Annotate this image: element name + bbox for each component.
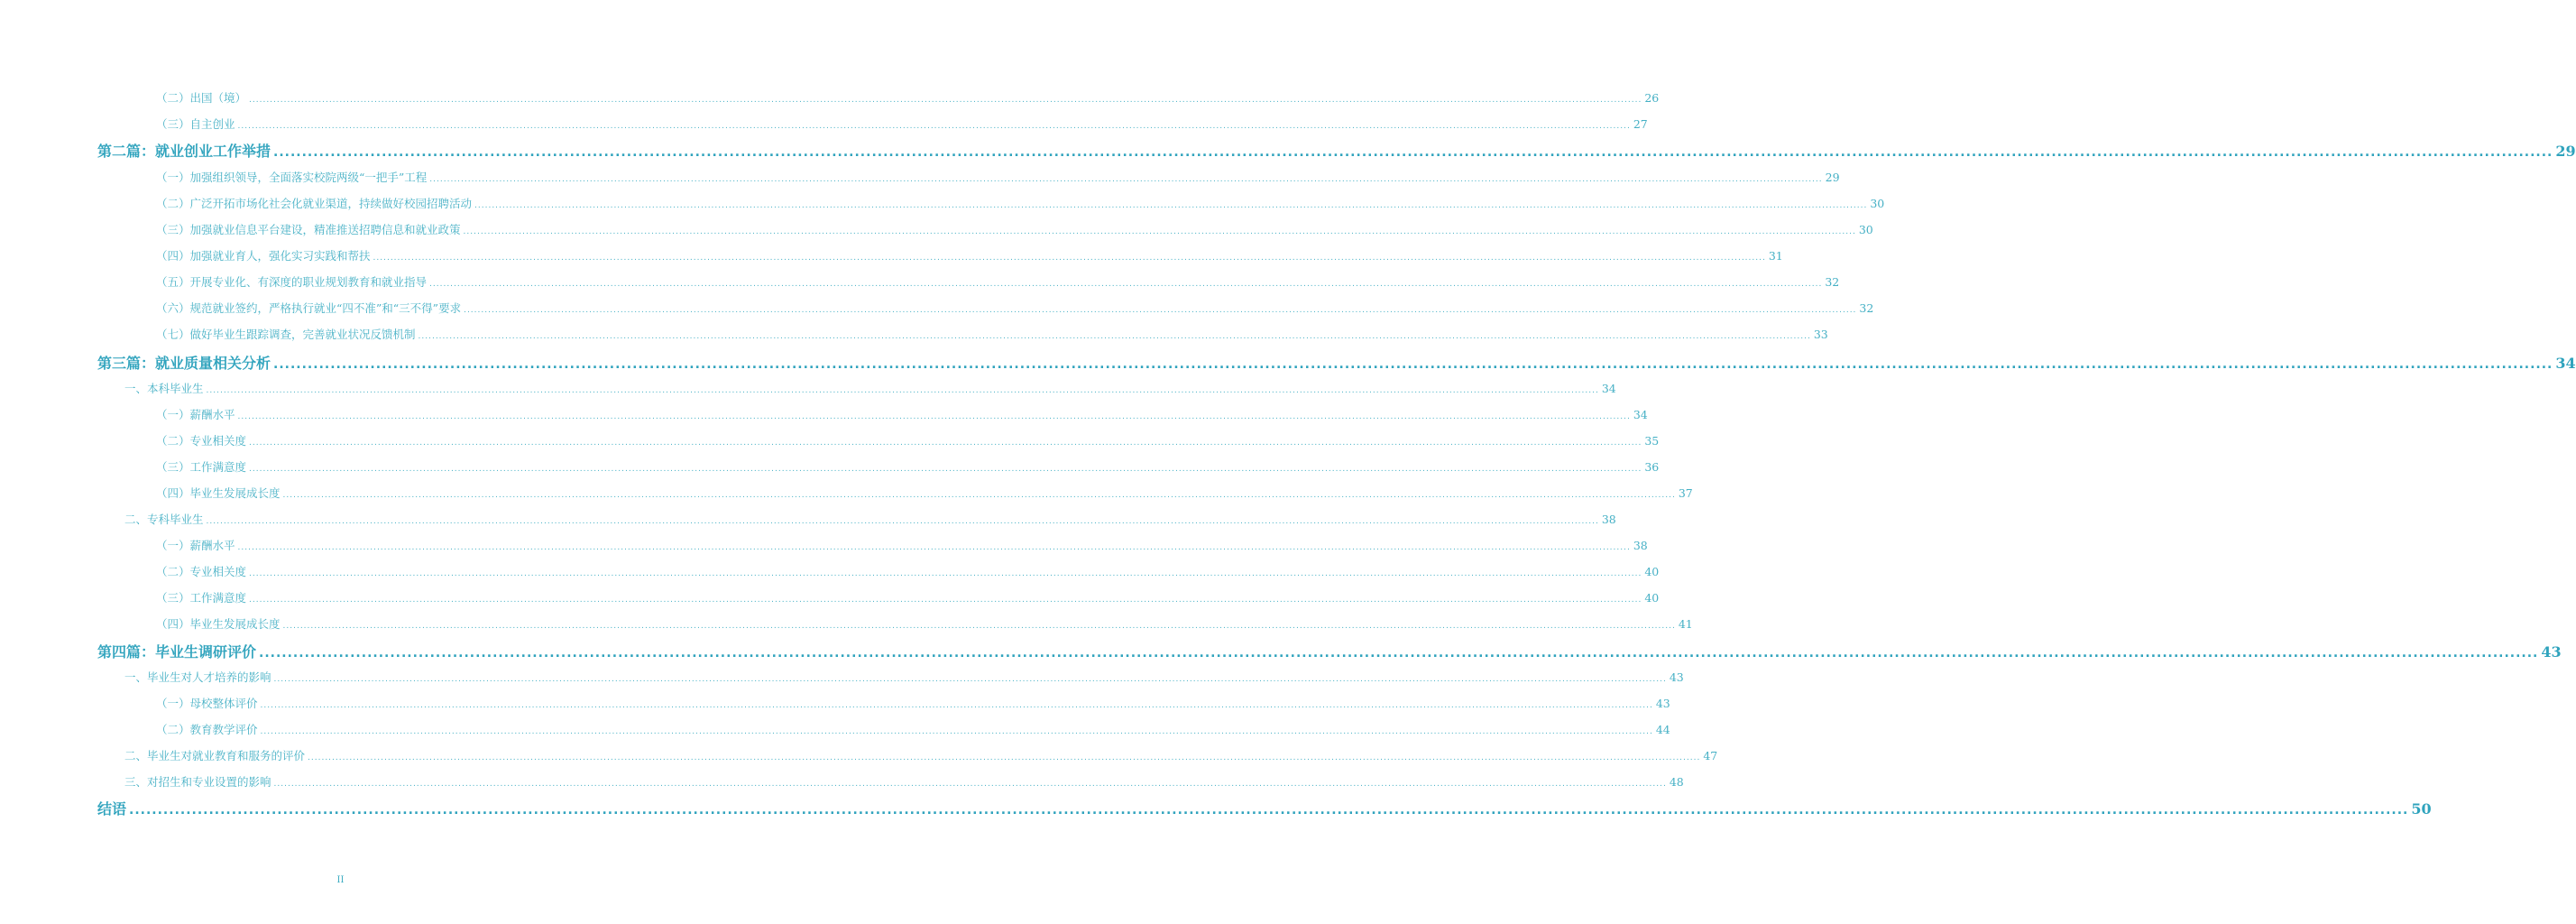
toc-entry-title: （二）专业相关度 xyxy=(156,565,247,578)
toc-entry[interactable] xyxy=(156,247,1783,267)
toc-dot-leader: ................................................................................................................................................................................................................................................................................................................................................................................................................ xyxy=(249,439,1642,448)
toc-entry-title: （三）工作满意度 xyxy=(156,460,247,474)
toc-entry-title: 结语 xyxy=(97,800,127,818)
toc-entry[interactable] xyxy=(156,485,1693,504)
toc-entry[interactable] xyxy=(156,589,1660,609)
toc-page-number: 40 xyxy=(1644,565,1660,578)
toc-dot-leader: ................................................................................................................................................................................................................................................................................................................................................................................................................ xyxy=(206,517,1599,526)
toc-chapter-entry[interactable] xyxy=(97,352,2576,372)
toc-page-number: 36 xyxy=(1644,460,1660,474)
toc-entry[interactable] xyxy=(156,695,1670,715)
toc-dot-leader: ................................................................................................................................................................................................................................................................................................................................................................................................................ xyxy=(282,622,1676,631)
toc-chapter-entry[interactable] xyxy=(97,140,2576,160)
toc-entry[interactable] xyxy=(124,773,1684,793)
toc-entry[interactable] xyxy=(156,615,1693,635)
toc-dot-leader: ................................................................................................................................................................................................................................................................................................................................................................................................................ xyxy=(429,175,1823,184)
toc-entry[interactable] xyxy=(156,300,1874,319)
toc-dot-leader: ................................................................................................................................................................................................................................................................................................................................................................................................................ xyxy=(249,96,1642,105)
toc-page-number: 26 xyxy=(1644,91,1660,105)
toc-entry[interactable] xyxy=(156,326,1828,346)
toc-dot-leader: ................................................................................................................................................................................................................................................................................................................................................................................................................ xyxy=(237,412,1631,421)
toc-entry-title: （四）毕业生发展成长度 xyxy=(156,617,281,631)
toc-page-number: 30 xyxy=(1858,223,1873,236)
toc-dot-leader: ................................................................................................................................................................................................................................................................................................................................................................................................................ xyxy=(429,280,1823,289)
toc-entry-title: （一）薪酬水平 xyxy=(156,408,235,421)
toc-chapter-entry[interactable] xyxy=(97,641,2562,661)
toc-entry-title: 三、对招生和专业设置的影响 xyxy=(124,775,271,789)
toc-page-number: 40 xyxy=(1644,591,1660,605)
toc-page-number: 38 xyxy=(1633,539,1648,552)
toc-dot-leader: ................................................................................................................................................................................................................................................................................................................................................................................................................ xyxy=(259,646,2539,661)
toc-entry[interactable] xyxy=(156,195,1885,215)
toc-entry-title: （七）做好毕业生跟踪调查，完善就业状况反馈机制 xyxy=(156,328,416,341)
toc-entry-title: 一、毕业生对人才培养的影响 xyxy=(124,670,271,684)
toc-entry[interactable] xyxy=(156,406,1648,426)
toc-entry-title: （三）加强就业信息平台建设，精准推送招聘信息和就业政策 xyxy=(156,223,461,236)
toc-page-number: 43 xyxy=(2541,643,2562,661)
toc-entry[interactable] xyxy=(156,458,1660,478)
toc-entry[interactable] xyxy=(124,669,1684,688)
toc-entry[interactable] xyxy=(156,537,1648,557)
toc-dot-leader: ................................................................................................................................................................................................................................................................................................................................................................................................................ xyxy=(308,753,1701,762)
toc-dot-leader: ................................................................................................................................................................................................................................................................................................................................................................................................................ xyxy=(237,543,1631,552)
toc-entry-title: （六）规范就业签约，严格执行就业“四不准”和“三不得”要求 xyxy=(156,301,462,315)
toc-page-number: 34 xyxy=(2555,355,2576,372)
toc-entry[interactable] xyxy=(156,563,1660,583)
toc-entry-title: （四）加强就业育人，强化实习实践和帮扶 xyxy=(156,249,371,263)
toc-page-number: 33 xyxy=(1813,328,1828,341)
toc-entry-title: 第四篇：毕业生调研评价 xyxy=(97,643,257,661)
toc-dot-leader: ................................................................................................................................................................................................................................................................................................................................................................................................................ xyxy=(237,122,1631,131)
toc-dot-leader: ................................................................................................................................................................................................................................................................................................................................................................................................................ xyxy=(260,727,1653,736)
toc-dot-leader: ................................................................................................................................................................................................................................................................................................................................................................................................................ xyxy=(463,227,1856,236)
toc-page-number: 43 xyxy=(1669,670,1684,684)
toc-dot-leader: ................................................................................................................................................................................................................................................................................................................................................................................................................ xyxy=(418,332,1811,341)
toc-entry-title: （五）开展专业化、有深度的职业规划教育和就业指导 xyxy=(156,275,428,289)
toc-dot-leader: ................................................................................................................................................................................................................................................................................................................................................................................................................ xyxy=(282,491,1676,500)
toc-dot-leader: ................................................................................................................................................................................................................................................................................................................................................................................................................ xyxy=(373,254,1766,263)
toc-page-number: 47 xyxy=(1703,749,1718,762)
toc-page-number: 48 xyxy=(1669,775,1684,789)
toc-entry-title: （四）毕业生发展成长度 xyxy=(156,486,281,500)
toc-dot-leader: ................................................................................................................................................................................................................................................................................................................................................................................................................ xyxy=(260,701,1653,710)
toc-dot-leader: ................................................................................................................................................................................................................................................................................................................................................................................................................ xyxy=(273,780,1667,789)
toc-entry-title: （一）加强组织领导，全面落实校院两级“一把手”工程 xyxy=(156,171,428,184)
toc-entry[interactable] xyxy=(156,273,1840,293)
toc-page-number: 50 xyxy=(2411,800,2432,818)
toc-entry-title: （一）母校整体评价 xyxy=(156,697,258,710)
toc-page-number: 31 xyxy=(1768,249,1783,263)
toc-entry-title: 第三篇：就业质量相关分析 xyxy=(97,355,271,372)
toc-page-number: 29 xyxy=(2555,143,2576,160)
toc-dot-leader: ................................................................................................................................................................................................................................................................................................................................................................................................................ xyxy=(249,569,1642,578)
toc-page-number: 32 xyxy=(1859,301,1874,315)
toc-page-number: 30 xyxy=(1870,197,1885,210)
toc-dot-leader: ................................................................................................................................................................................................................................................................................................................................................................................................................ xyxy=(273,357,2553,372)
toc-entry[interactable] xyxy=(156,116,1648,135)
toc-entry-title: 二、毕业生对就业教育和服务的评价 xyxy=(124,749,306,762)
toc-page-number: 35 xyxy=(1644,434,1660,448)
toc-entry[interactable] xyxy=(156,432,1660,452)
toc-dot-leader: ................................................................................................................................................................................................................................................................................................................................................................................................................ xyxy=(249,596,1642,605)
toc-dot-leader: ................................................................................................................................................................................................................................................................................................................................................................................................................ xyxy=(129,803,2409,818)
toc-page-number: 43 xyxy=(1655,697,1670,710)
toc-chapter-entry[interactable] xyxy=(97,798,2432,818)
toc-entry[interactable] xyxy=(124,380,1616,400)
toc-dot-leader: ................................................................................................................................................................................................................................................................................................................................................................................................................ xyxy=(273,675,1667,684)
toc-page-number: 32 xyxy=(1825,275,1840,289)
toc-dot-leader: ................................................................................................................................................................................................................................................................................................................................................................................................................ xyxy=(464,306,1857,315)
toc-page-number: 34 xyxy=(1633,408,1648,421)
toc-entry-title: （三）工作满意度 xyxy=(156,591,247,605)
toc-entry[interactable] xyxy=(156,89,1660,109)
toc-entry-title: （二）出国（境） xyxy=(156,91,247,105)
toc-page-number: 41 xyxy=(1678,617,1693,631)
toc-page-number: 38 xyxy=(1601,513,1616,526)
toc-entry-title: （一）薪酬水平 xyxy=(156,539,235,552)
toc-entry[interactable] xyxy=(156,169,1840,189)
toc-page-number: 37 xyxy=(1678,486,1693,500)
toc-page-number: 34 xyxy=(1601,382,1616,395)
page-number-footer: II xyxy=(336,875,345,885)
toc-dot-leader: ................................................................................................................................................................................................................................................................................................................................................................................................................ xyxy=(206,386,1599,395)
toc-entry-title: 一、本科毕业生 xyxy=(124,382,204,395)
toc-dot-leader: ................................................................................................................................................................................................................................................................................................................................................................................................................ xyxy=(249,465,1642,474)
toc-entry-title: （二）教育教学评价 xyxy=(156,723,258,736)
toc-page-number: 29 xyxy=(1825,171,1840,184)
toc-dot-leader: ................................................................................................................................................................................................................................................................................................................................................................................................................ xyxy=(474,201,1868,210)
toc-entry-title: （二）专业相关度 xyxy=(156,434,247,448)
toc-page-number: 27 xyxy=(1633,117,1648,131)
toc-entry-title: 二、专科毕业生 xyxy=(124,513,204,526)
toc-page-number: 44 xyxy=(1655,723,1670,736)
toc-entry[interactable] xyxy=(124,747,1718,767)
toc-entry[interactable] xyxy=(124,511,1616,531)
toc-entry-title: （二）广泛开拓市场化社会化就业渠道，持续做好校园招聘活动 xyxy=(156,197,473,210)
toc-entry[interactable] xyxy=(156,221,1873,241)
toc-entry-title: 第二篇：就业创业工作举措 xyxy=(97,143,271,160)
toc-entry[interactable] xyxy=(156,721,1670,741)
toc-dot-leader: ................................................................................................................................................................................................................................................................................................................................................................................................................ xyxy=(273,145,2553,160)
toc-entry-title: （三）自主创业 xyxy=(156,117,235,131)
